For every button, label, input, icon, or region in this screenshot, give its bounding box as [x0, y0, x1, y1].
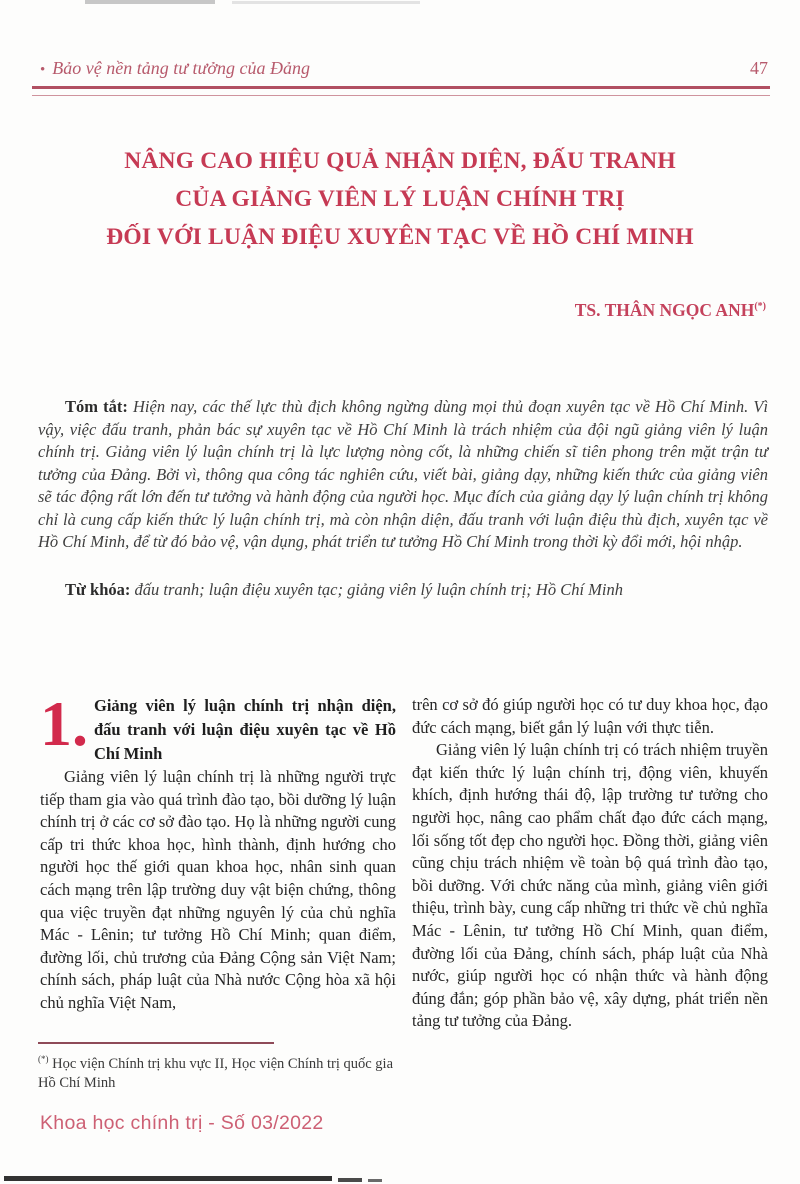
keywords-line [38, 580, 768, 600]
running-header-text: Bảo vệ nền tảng tư tưởng của Đảng [52, 58, 310, 78]
keywords-label: Từ khóa: [65, 580, 131, 599]
footnote-block [38, 1042, 406, 1094]
running-header-title [40, 58, 310, 79]
running-header [40, 58, 768, 79]
author-byline [575, 300, 766, 321]
article-title-line-2: CỦA GIẢNG VIÊN LÝ LUẬN CHÍNH TRỊ [175, 186, 625, 212]
right-column [412, 694, 768, 1033]
bullet-icon: • [40, 62, 46, 78]
abstract-label: Tóm tắt: [65, 397, 128, 416]
scan-artifact-top [85, 0, 215, 4]
footnote-marker: (*) [38, 1054, 49, 1064]
scan-artifact-bottom [4, 1176, 332, 1181]
article-title-line-1: NÂNG CAO HIỆU QUẢ NHẬN DIỆN, ĐẤU TRANH [124, 148, 676, 174]
body-paragraph-right-2: Giảng viên lý luận chính trị có trách nhiệm truyền đạt kiến thức lý luận chính trị, động viên, khuyến khích, định hướng thái độ, lập trường tư tưởng cho người học, nâng cao phẩm chất đạo đức cách mạng, lối sống tốt đẹp cho người học. Đồng thời, giảng viên cũng chịu trách nhiệm về toàn bộ quá trình đào tạo, bồi dưỡng. Với chức năng của mình, giảng viên giới thiệu, trình bày, cung cấp những tri thức về chủ nghĩa Mác - Lênin, tư tưởng Hồ Chí Minh, quan điểm, đường lối của Đảng, chính sách, pháp luật của Nhà nước, giúp người học có nhận thức và hành động đúng đắn; góp phần bảo vệ, xây dựng, phát triển nền tảng tư tưởng của Đảng. [412, 740, 768, 1031]
scan-artifact-bottom-dash [338, 1178, 362, 1182]
author-name: TS. THÂN NGỌC ANH [574, 300, 755, 320]
journal-footer: Khoa học chính trị - Số 03/2022 [40, 1112, 324, 1134]
article-title-line-3: ĐỐI VỚI LUẬN ĐIỆU XUYÊN TẠC VỀ HỒ CHÍ MINH [106, 224, 694, 250]
left-column [40, 688, 396, 1033]
article-title [60, 142, 740, 256]
header-divider [32, 86, 770, 96]
scan-artifact-top-2 [232, 1, 420, 4]
body-paragraph-left: Giảng viên lý luận chính trị là những người trực tiếp tham gia vào quá trình đào tạo, bồi dưỡng lý luận chính trị ở các cơ sở đào tạo. Họ là những người cung cấp tri thức khoa học, hình thành, định hướng cho người học thế giới quan khoa học, nhân sinh quan cách mạng trên lập trường duy vật biện chứng, thông qua việc truyền đạt những nguyên lý của chủ nghĩa Mác - Lênin; tư tưởng Hồ Chí Minh; quan điểm, đường lối, chủ trương của Đảng Cộng sản Việt Nam; chính sách, pháp luật của Nhà nước Cộng hòa xã hội chủ nghĩa Việt Nam, [40, 767, 396, 1012]
section-number-dropcap: 1. [40, 688, 88, 759]
section-heading-text: Giảng viên lý luận chính trị nhận diện, đấu tranh với luận điệu xuyên tạc về Hồ Chí Minh [94, 696, 396, 763]
scan-artifact-bottom-dash-2 [368, 1179, 382, 1182]
page-number: 47 [750, 58, 768, 78]
body-paragraph-right-1: trên cơ sở đó giúp người học có tư duy khoa học, đạo đức cách mạng, biết gắn lý luận với thực tiễn. [412, 695, 768, 737]
abstract-paragraph [38, 396, 768, 554]
footnote-text: Học viện Chính trị khu vực II, Học viện Chính trị quốc gia Hồ Chí Minh [38, 1055, 394, 1092]
author-footnote-marker: (*) [754, 301, 766, 313]
abstract-text: Hiện nay, các thế lực thù địch không ngừng dùng mọi thủ đoạn xuyên tạc về Hồ Chí Minh. Vì vậy, việc đấu tranh, phản bác sự xuyên tạc về Hồ Chí Minh là trách nhiệm của đội ngũ giảng viên lý luận chính trị. Giảng viên lý luận chính trị là lực lượng nòng cốt, là những chiến sĩ tiên phong trên mặt trận tư tưởng của Đảng. Bởi vì, thông qua công tác nghiên cứu, viết bài, giảng dạy, những kiến thức của giảng viên sẽ tác động rất lớn đến tư tưởng và hành động của người học. Mục đích của giảng dạy lý luận chính trị không chỉ là cung cấp kiến thức lý luận chính trị, mà còn nhận diện, đấu tranh với luận điệu thù địch, xuyên tạc về Hồ Chí Minh, để từ đó bảo vệ, vận dụng, phát triển tư tưởng Hồ Chí Minh trong thời kỳ đổi mới, hội nhập. [38, 397, 769, 551]
body-columns [40, 688, 768, 1033]
footnote-divider [38, 1042, 274, 1044]
keywords-text: đấu tranh; luận điệu xuyên tạc; giảng viên lý luận chính trị; Hồ Chí Minh [134, 580, 624, 599]
abstract-block [38, 396, 768, 554]
section-1-heading [40, 688, 396, 766]
